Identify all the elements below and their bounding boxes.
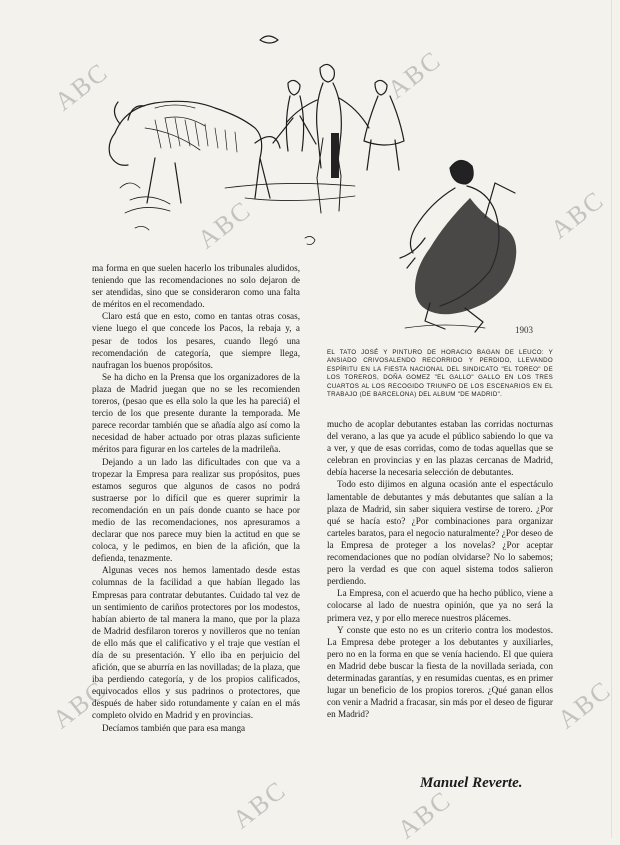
- watermark-abc: ABC: [47, 674, 112, 735]
- paragraph: Claro está que en esto, como en tantas otras cosas, viene luego el que concede los Pacos, la rebaja y, a pesar de todos los pesares, cuando llegó una recomendación de categoría, que siempre llega, naufragan los buenos propósitos.: [92, 311, 300, 370]
- artist-mark: 1903: [515, 325, 533, 335]
- article-left-column: [92, 262, 300, 830]
- paragraph: Dejando a un lado las dificultades con que va a tropezar la Empresa para realizar sus propósitos, pues estamos seguros que algunos de casos no podrá sustraerse por lo difícil que es querer suprimir la recomendación en un país donde cuanto se hace por medio de las recomendaciones, nos apresuramos a declarar que nos parece muy bien la actitud en que se coloca, y le pedimos, en bien de la afición, que la defienda, tenazmente.: [92, 456, 300, 564]
- watermark-abc: ABC: [382, 44, 447, 105]
- page-edge-line: [611, 0, 612, 838]
- paragraph: Decíamos también que para esa manga: [102, 722, 246, 733]
- paragraph: Y conste que esto no es un criterio contra los modestos. La Empresa debe proteger a los debutantes y auxiliarles, pero no en la forma en que se venía haciendo. El que quiera en Madrid debe buscar la fiesta de la novillada seriada, con determinadas garantías, y en resumidas cuentas, es en primer lugar un beneficio de los propios toreros. ¿Qué ganan ellos con venir a Madrid a fracasar, sin más por el deseo de figurar en Madrid?: [327, 624, 553, 720]
- paragraph: Se ha dicho en la Prensa que los organizadores de la plaza de Madrid juegan que no se les recomienden toreros, (pesao que es ella solo la que les ha pareciá) el tercio de los que presente durante la temporada. Me parece recordar también que se añadía algo así como la necesidad de haber actuado por otras plazas suficiente méritos para figurar en los carteles de la madrileña.: [92, 371, 300, 455]
- paragraph: ma forma en que suelen hacerlo los tribunales aludidos, teniendo que las recomendaciones no solo dejaron de ser atendidas, sino que se consideraron como una falta de méritos en el recomendado.: [92, 263, 300, 310]
- illustration-caption: EL TATO JOSÉ Y PINTURO DE HORACIO BAGAN DE LEUCO: Y ANSIADO CRIVOSALENDO RECORRIDO Y PERDIDO, LLEVANDO ESPÍRITU EN LA FIESTA NACIONAL DEL SINDICATO "EL TOREO" DE LOS TOREROS, DOÑA GOMEZ "EL GALLO" GALLO EN LOS TRES CUARTOS AL LOS RECOGIDO TRIUNFO DE LOS ESCENARIOS EN EL TRABAJO (DE BARCELONA) DEL ALBUM "DE MADRID".: [327, 349, 553, 399]
- watermark-abc: ABC: [49, 56, 114, 117]
- watermark-abc: ABC: [552, 674, 617, 735]
- watermark-abc: ABC: [545, 184, 610, 245]
- paragraph: Todo esto dijimos en alguna ocasión ante el espectáculo lamentable de debutantes y más debutantes que salían a la plaza de Madrid, sin saber siquiera vestirse de torero. ¿Por qué se hacía esto? ¿Por combinaciones para organizar carteles baratos, para el negocio naturalmente? ¿Por deseo de la Empresa de proteger a los novelas? ¿Por aceptar recomendaciones que no podían olvidarse? No lo sabemos; pero la verdad es que con aquel sistema todos salieron perdiendo.: [327, 479, 553, 587]
- author-signature: Manuel Reverte.: [420, 775, 523, 791]
- article-right-column: [327, 418, 553, 790]
- paragraph: mucho de acoplar debutantes estaban las corridas nocturnas del verano, a las que ya acude el público sabiendo lo que va a ver, y que de esas corridas, como de todas aquellas que se celebran en provincias y en las plazas cercanas de Madrid, debía hacerse la necesaria selección de debutantes.: [327, 419, 553, 478]
- paragraph: Algunas veces nos hemos lamentado desde estas columnas de la facilidad a que habían llegado las Empresas para contratar debutantes. Cuidado tal vez de un sentimiento de cariños protectores por los modestos, habían abierto de tal manera la mano, que por la plaza de Madrid desfilaron toreros y novilleros que no tenían de ello más que el calificativo y el traje que vestían el día de su presentación. Y ello iba en perjuicio del afición, que se aburría en las novilladas; de la plaza, que iba perdiendo categoría, y de los propios calificados, equivocados ellos y sus padrinos o protectores, que después de haber sido rotundamente y caían en el más completo olvido en Madrid y en provincias.: [92, 565, 300, 721]
- watermark-abc: ABC: [392, 784, 457, 845]
- paragraph: La Empresa, con el acuerdo que ha hecho público, viene a colocarse al lado de nuestra opinión, que ya no será la primera vez, y por ello merece nuestros plácemes.: [327, 588, 553, 623]
- watermark-abc: ABC: [227, 774, 292, 835]
- watermark-abc: ABC: [192, 194, 257, 255]
